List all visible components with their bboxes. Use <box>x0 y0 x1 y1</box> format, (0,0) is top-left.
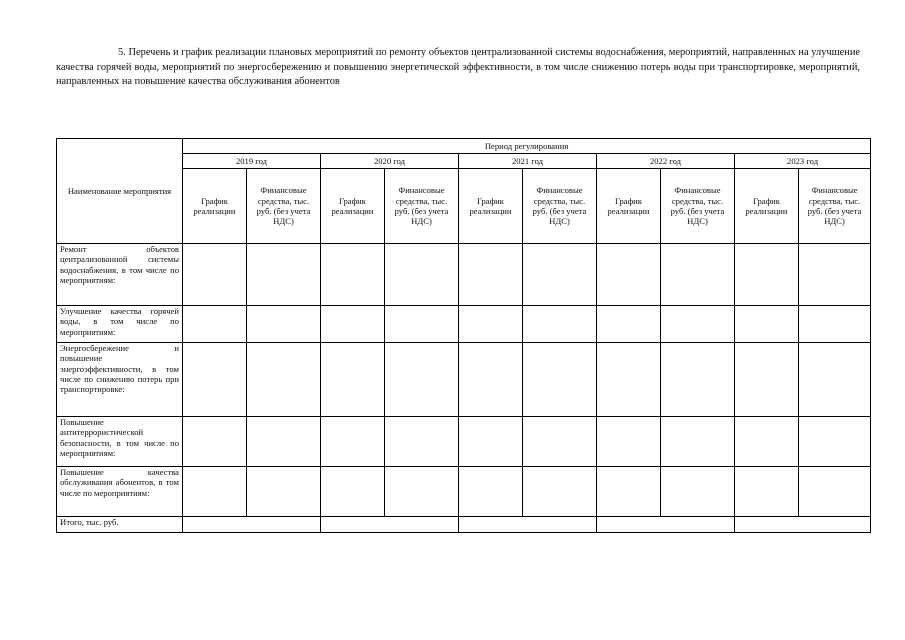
row-label: Улучшение качества горячей воды, в том числе по мероприятиям: <box>57 306 183 343</box>
table-cell <box>183 343 247 417</box>
table-cell <box>183 417 247 467</box>
table-cell <box>183 306 247 343</box>
table-cell <box>183 467 247 517</box>
table-cell <box>799 467 871 517</box>
table-cell <box>459 343 523 417</box>
table-row <box>57 343 871 417</box>
table-row <box>57 467 871 517</box>
table-cell <box>321 417 385 467</box>
header-finance-2020: Финансовые средства, тыс. руб. (без учета НДС) <box>385 169 459 244</box>
table-cell <box>523 306 597 343</box>
row-label: Повышение качества обслуживания абонентов, в том числе по мероприятиям: <box>57 467 183 517</box>
table-cell <box>597 244 661 306</box>
table-row <box>57 417 871 467</box>
table-cell <box>247 417 321 467</box>
header-year-2021: 2021 год <box>459 154 597 169</box>
table-row <box>57 306 871 343</box>
table-cell <box>247 244 321 306</box>
header-finance-2023: Финансовые средства, тыс. руб. (без учета НДС) <box>799 169 871 244</box>
table-row-total <box>57 517 871 533</box>
total-cell-2021 <box>459 517 597 533</box>
total-cell-2020 <box>321 517 459 533</box>
plan-table <box>56 138 871 533</box>
table-cell <box>523 343 597 417</box>
header-year-2022: 2022 год <box>597 154 735 169</box>
table-cell <box>735 467 799 517</box>
table-cell <box>597 467 661 517</box>
table-cell <box>661 417 735 467</box>
total-label: Итого, тыс. руб. <box>57 517 183 533</box>
header-schedule-2021: График реализации <box>459 169 523 244</box>
table-cell <box>385 306 459 343</box>
table-cell <box>799 343 871 417</box>
total-cell-2022 <box>597 517 735 533</box>
table-cell <box>661 306 735 343</box>
table-cell <box>385 343 459 417</box>
table-cell <box>661 343 735 417</box>
header-year-2023: 2023 год <box>735 154 871 169</box>
table-cell <box>523 467 597 517</box>
header-schedule-2022: График реализации <box>597 169 661 244</box>
header-year-2020: 2020 год <box>321 154 459 169</box>
table-cell <box>799 244 871 306</box>
row-label: Повышение антитеррористической безопасности, в том числе по мероприятиям: <box>57 417 183 467</box>
table-cell <box>459 244 523 306</box>
table-cell <box>735 343 799 417</box>
table-cell <box>735 306 799 343</box>
table-cell <box>799 417 871 467</box>
header-finance-2021: Финансовые средства, тыс. руб. (без учета НДС) <box>523 169 597 244</box>
table-cell <box>321 467 385 517</box>
table-cell <box>247 467 321 517</box>
total-cell-2023 <box>735 517 871 533</box>
table-cell <box>385 244 459 306</box>
table-cell <box>183 244 247 306</box>
header-schedule-2019: График реализации <box>183 169 247 244</box>
table-cell <box>385 467 459 517</box>
table-cell <box>459 417 523 467</box>
table-cell <box>661 244 735 306</box>
header-year-2019: 2019 год <box>183 154 321 169</box>
table-cell <box>321 343 385 417</box>
table-cell <box>321 244 385 306</box>
table-cell <box>597 306 661 343</box>
table-cell <box>799 306 871 343</box>
section-heading: 5. Перечень и график реализации плановых мероприятий по ремонту объектов централизованной системы водоснабжения, мероприятий, направленных на улучшение качества горячей воды, мероприятий по энергосбережению и повышению энергетической эффективности, в том числе снижению потерь воды при транспортировке, мероприятий, направленных на повышение качества обслуживания абонентов <box>56 47 860 88</box>
table-row <box>57 244 871 306</box>
table-cell <box>523 244 597 306</box>
total-cell-2019 <box>183 517 321 533</box>
table-cell <box>661 467 735 517</box>
header-finance-2019: Финансовые средства, тыс. руб. (без учета НДС) <box>247 169 321 244</box>
table-cell <box>247 343 321 417</box>
row-label: Энергосбережение и повышение энергоэффективности, в том числе по снижению потерь при транспортировке: <box>57 343 183 417</box>
table-cell <box>735 244 799 306</box>
table-cell <box>321 306 385 343</box>
table-cell <box>247 306 321 343</box>
table-cell <box>597 343 661 417</box>
table-cell <box>385 417 459 467</box>
header-schedule-2023: График реализации <box>735 169 799 244</box>
row-label: Ремонт объектов централизованной системы водоснабжения, в том числе по мероприятиям: <box>57 244 183 306</box>
header-schedule-2020: График реализации <box>321 169 385 244</box>
header-name: Наименование мероприятия <box>57 139 183 244</box>
table-cell <box>597 417 661 467</box>
table-cell <box>459 467 523 517</box>
header-finance-2022: Финансовые средства, тыс. руб. (без учета НДС) <box>661 169 735 244</box>
table-cell <box>459 306 523 343</box>
header-period: Период регулирования <box>183 139 871 154</box>
table-cell <box>523 417 597 467</box>
table-cell <box>735 417 799 467</box>
